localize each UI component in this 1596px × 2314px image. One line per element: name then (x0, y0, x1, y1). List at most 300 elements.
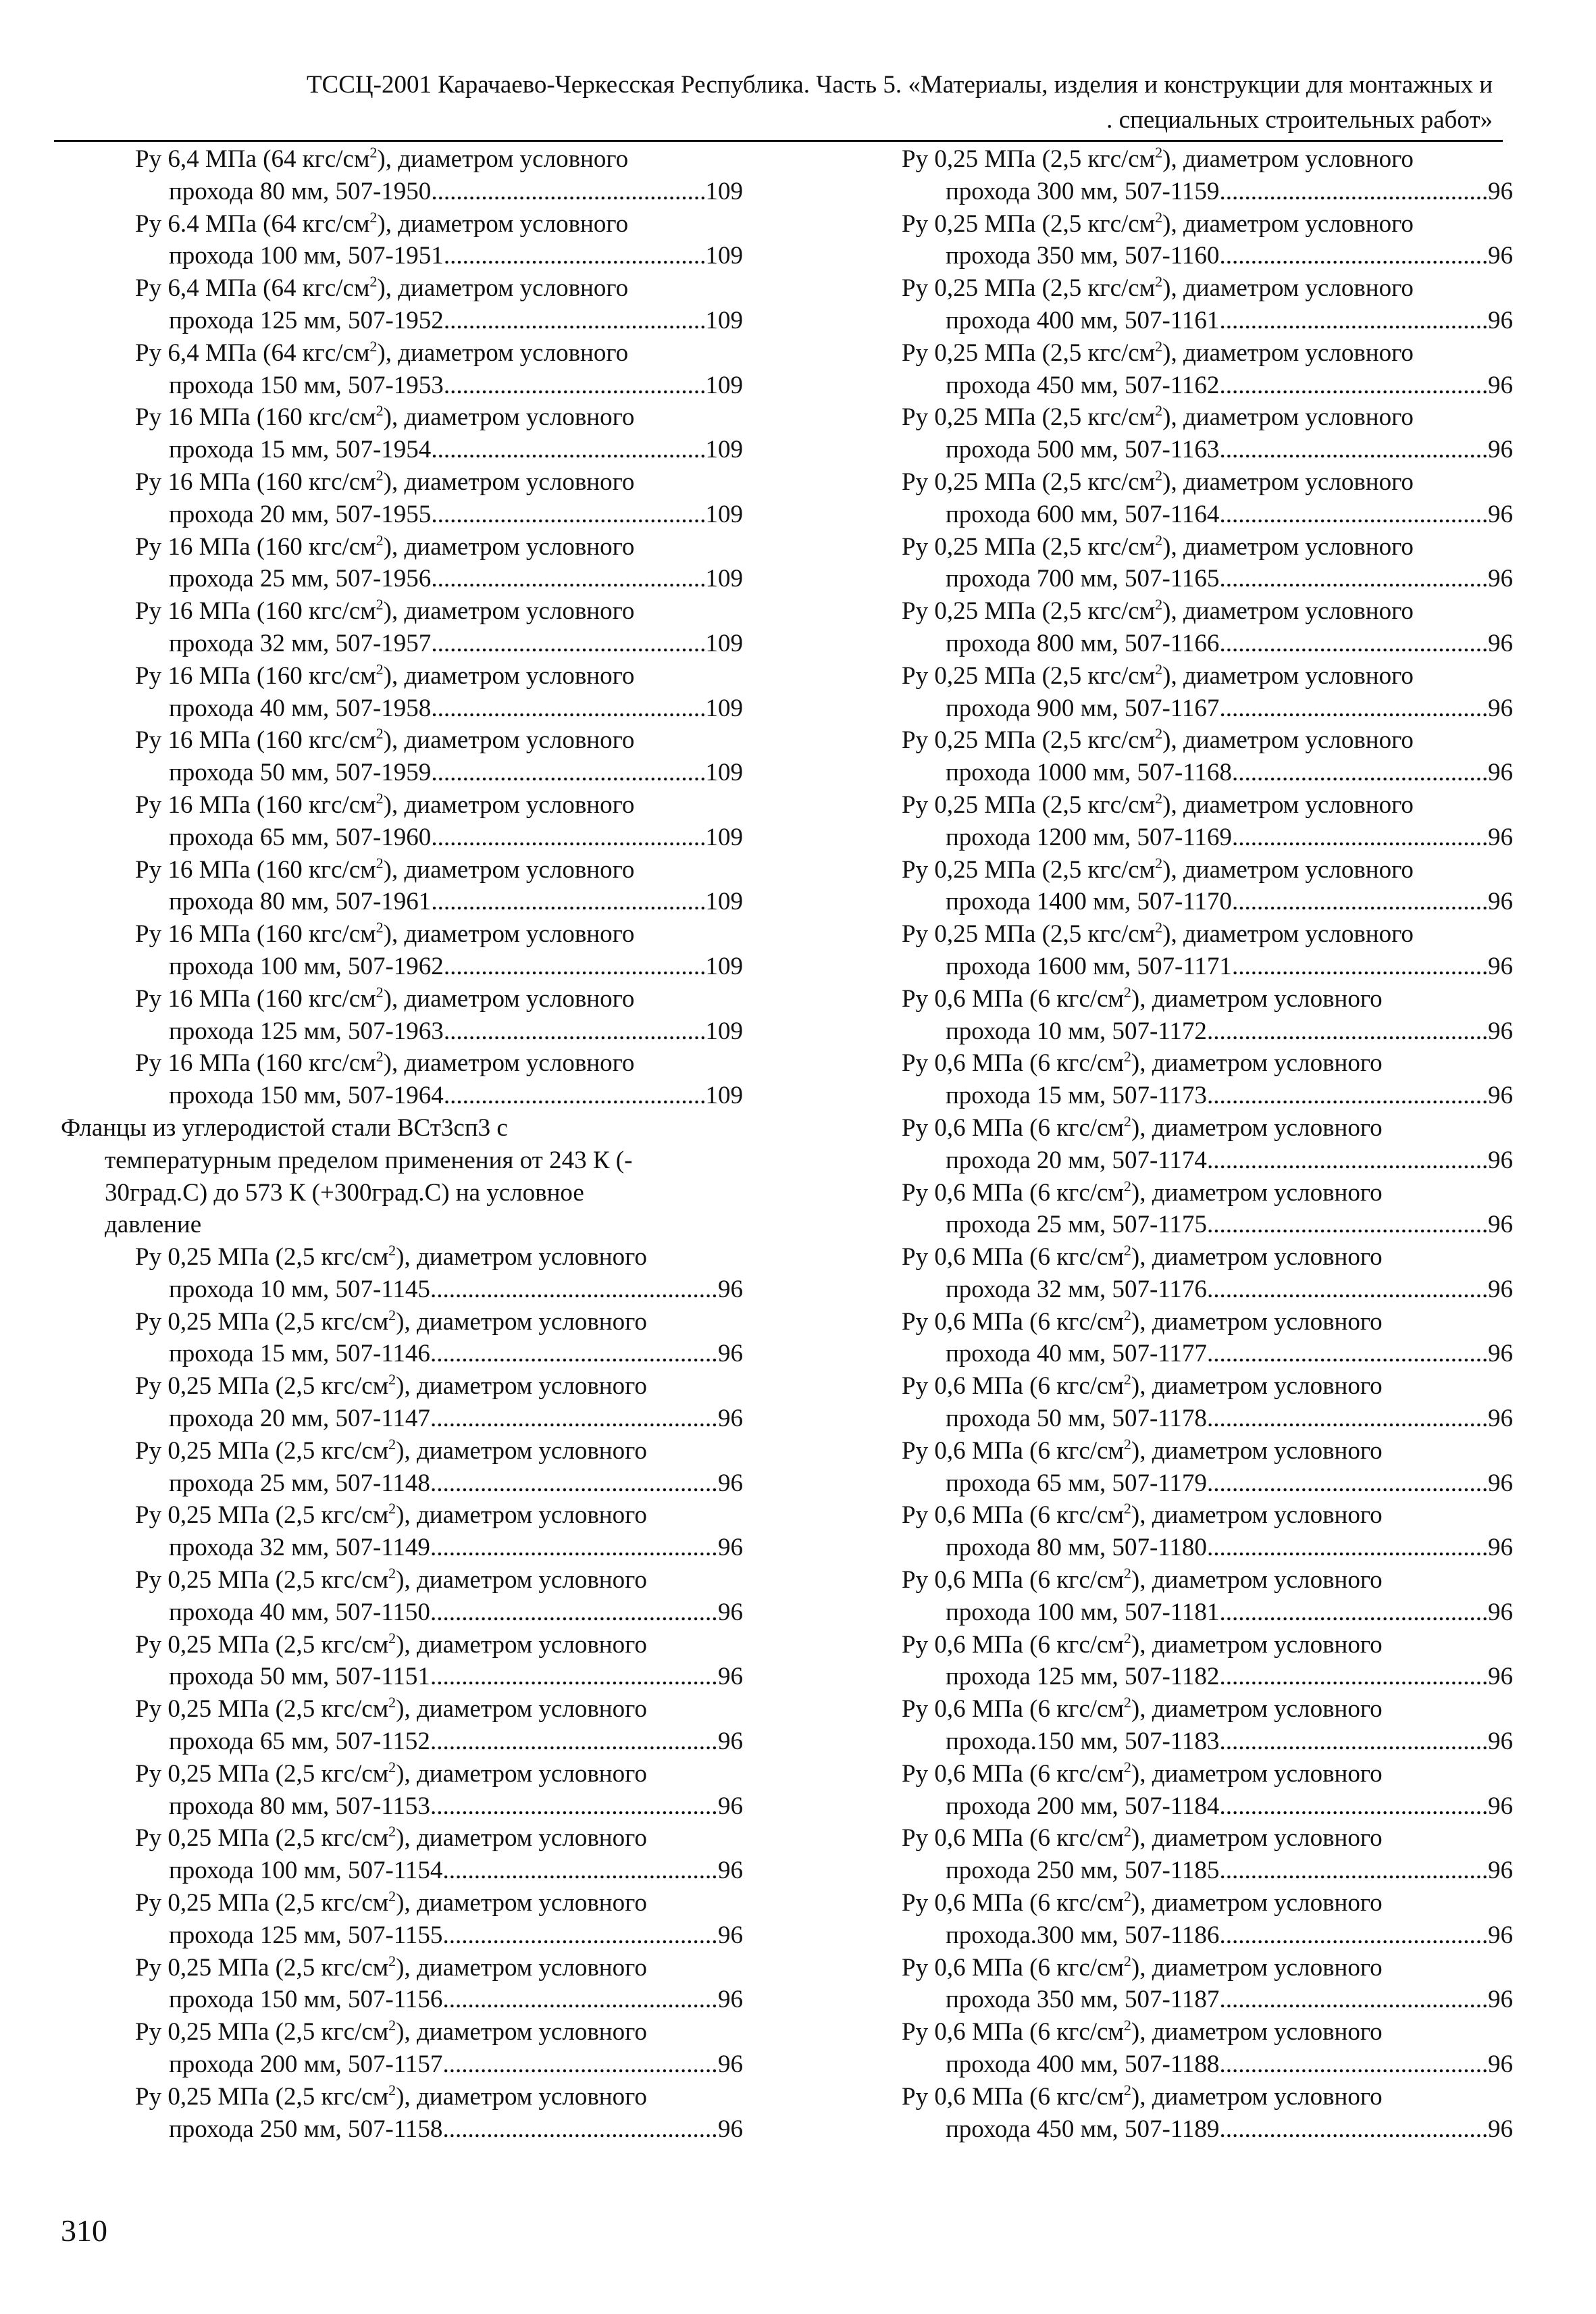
entry-code-line (902, 1919, 1513, 1952)
entry-code-line (61, 951, 743, 983)
index-entry (902, 854, 1513, 919)
dot-leader (1219, 1661, 1487, 1693)
entry-pressure-suffix: ), диаметром условного (1131, 2082, 1383, 2111)
index-entry (61, 143, 743, 208)
entry-pressure-suffix: ), диаметром условного (383, 661, 635, 690)
index-entry (61, 1887, 743, 1952)
index-entry (902, 1435, 1513, 1500)
entry-pressure-text: Ру 0,25 МПа (2,5 кгс/см (135, 1889, 389, 1917)
index-entry (902, 272, 1513, 337)
dot-leader (1219, 305, 1487, 337)
entry-page-ref: 96 (1488, 2051, 1513, 2079)
entry-superscript: 2 (1123, 2081, 1131, 2098)
entry-pressure-suffix: ), диаметром условного (1131, 1307, 1383, 1336)
entry-page-ref: 96 (1488, 1986, 1513, 2014)
entry-code: прохода 80 мм, 507-1153 (169, 1792, 430, 1820)
entry-pressure-text: Ру 0,25 МПа (2,5 кгс/см (902, 468, 1156, 496)
entry-superscript: 2 (388, 1629, 396, 1646)
entry-pressure-line (902, 983, 1513, 1015)
entry-page-ref: 96 (1488, 306, 1513, 334)
entry-pressure-text: Ру 0,25 МПа (2,5 кгс/см (902, 661, 1156, 690)
entry-code: прохода 1400 мм, 507-1170 (946, 888, 1232, 916)
index-entry (902, 789, 1513, 854)
entry-pressure-line (902, 531, 1513, 563)
entry-pressure-text: Ру 16 МПа (160 кгс/см (135, 597, 376, 626)
entry-superscript: 2 (388, 1694, 396, 1711)
entry-code: прохода 600 мм, 507-1164 (946, 500, 1220, 528)
entry-superscript: 2 (376, 854, 384, 872)
entry-pressure-text: Ру 0,25 МПа (2,5 кгс/см (135, 1307, 389, 1336)
entry-pressure-text: Ру 0,6 МПа (6 кгс/см (902, 1178, 1124, 1207)
entry-pressure-suffix: ), диаметром условного (396, 2018, 647, 2046)
entry-pressure-line (902, 1435, 1513, 1467)
index-entry (902, 1629, 1513, 1694)
entry-page-ref: 96 (718, 1340, 743, 1368)
entry-page-ref: 96 (718, 1792, 743, 1820)
entry-pressure-line (61, 854, 743, 886)
entry-page-ref: 96 (1488, 565, 1513, 593)
entry-pressure-line (902, 724, 1513, 757)
entry-page-ref: 96 (1488, 1082, 1513, 1110)
entry-page-ref: 96 (718, 2051, 743, 2079)
entry-page-ref: 96 (718, 1857, 743, 1885)
entry-superscript: 2 (376, 919, 384, 936)
index-entry (902, 466, 1513, 531)
entry-code-line (61, 693, 743, 725)
entry-code: прохода 200 мм, 507-1157 (169, 2051, 443, 2079)
entry-pressure-line (902, 272, 1513, 305)
index-entry (61, 337, 743, 402)
index-entry (61, 1370, 743, 1435)
entry-pressure-line (61, 1887, 743, 1919)
entry-code: прохода 80 мм, 507-1961 (169, 888, 432, 916)
entry-pressure-suffix: ), диаметром условного (383, 1049, 635, 1078)
index-entry (902, 531, 1513, 596)
entry-pressure-suffix: ), диаметром условного (1162, 790, 1414, 819)
entry-code-line (902, 1596, 1513, 1629)
dot-leader (1219, 2048, 1487, 2081)
entry-superscript: 2 (369, 144, 378, 161)
entry-code-line (902, 1467, 1513, 1500)
section-heading-line: 30град.С) до 573 К (+300град.С) на условное (105, 1178, 584, 1207)
entry-pressure-text: Ру 16 МПа (160 кгс/см (135, 790, 376, 819)
entry-pressure-line (61, 272, 743, 305)
entry-page-ref: 96 (1488, 823, 1513, 851)
index-entry (902, 1047, 1513, 1112)
index-entry (902, 1499, 1513, 1564)
entry-page-ref: 96 (1488, 1534, 1513, 1562)
entry-pressure-suffix: ), диаметром условного (1131, 1695, 1383, 1724)
entry-pressure-line (902, 401, 1513, 434)
dot-leader (430, 1726, 717, 1758)
dot-leader (444, 1015, 704, 1048)
entry-superscript: 2 (1123, 1888, 1131, 1905)
entry-page-ref: 96 (1488, 1017, 1513, 1045)
section-heading-line: температурным пределом применения от 243 К (- (105, 1146, 633, 1174)
entry-page-ref: 109 (705, 500, 743, 528)
index-entry (902, 660, 1513, 725)
entry-pressure-line (902, 208, 1513, 241)
index-entry (61, 983, 743, 1048)
dot-leader (430, 1403, 717, 1435)
entry-superscript: 2 (1123, 1112, 1131, 1130)
entry-code-line (902, 1661, 1513, 1693)
entry-code: прохода 350 мм, 507-1160 (946, 242, 1220, 270)
entry-pressure-suffix: ), диаметром условного (1162, 597, 1414, 626)
entry-superscript: 2 (1123, 1242, 1131, 1259)
entry-code: прохода 100 мм, 507-1181 (946, 1598, 1220, 1626)
dot-leader (1219, 1855, 1487, 1887)
entry-code: прохода 20 мм, 507-1955 (169, 500, 432, 528)
entry-pressure-suffix: ), диаметром условного (1162, 920, 1414, 949)
entry-page-ref: 96 (1488, 1146, 1513, 1174)
entry-code: прохода 1000 мм, 507-1168 (946, 759, 1232, 787)
index-entry (902, 1241, 1513, 1306)
entry-pressure-line (61, 2016, 743, 2048)
dot-leader (1232, 757, 1487, 789)
entry-pressure-suffix: ), диаметром условного (383, 855, 635, 884)
entry-pressure-text: Ру 16 МПа (160 кгс/см (135, 403, 376, 432)
entry-code: прохода 25 мм, 507-1956 (169, 565, 432, 593)
left-column (61, 143, 743, 2145)
dot-leader (1207, 1338, 1487, 1370)
entry-code: прохода 65 мм, 507-1179 (946, 1469, 1207, 1497)
index-entry (61, 208, 743, 273)
entry-pressure-text: Ру 0,25 МПа (2,5 кгс/см (135, 1566, 389, 1594)
right-column (902, 143, 1513, 2145)
entry-code-line (902, 2113, 1513, 2146)
entry-pressure-suffix: ), диаметром условного (396, 1566, 647, 1594)
index-entry (902, 1887, 1513, 1952)
entry-pressure-line (61, 1047, 743, 1080)
entry-pressure-text: Ру 0,6 МПа (6 кгс/см (902, 1759, 1124, 1788)
entry-code: прохода 10 мм, 507-1172 (946, 1017, 1207, 1045)
entry-pressure-line (902, 1887, 1513, 1919)
index-entry (61, 1822, 743, 1887)
dot-leader (1219, 370, 1487, 402)
dot-leader (430, 1596, 717, 1629)
index-entry (902, 1564, 1513, 1629)
entry-pressure-suffix: ), диаметром условного (396, 1243, 647, 1272)
dot-leader (431, 563, 704, 595)
entry-code-line (61, 499, 743, 531)
entry-superscript: 2 (1123, 2017, 1131, 2034)
entry-pressure-suffix: ), диаметром условного (1131, 1630, 1383, 1659)
entry-pressure-text: Ру 0,6 МПа (6 кгс/см (902, 2018, 1124, 2046)
entry-page-ref: 109 (705, 759, 743, 787)
entry-code-line (61, 1661, 743, 1693)
entry-page-ref: 96 (718, 2115, 743, 2143)
entry-page-ref: 109 (705, 306, 743, 334)
entry-code: прохода 50 мм, 507-1959 (169, 759, 432, 787)
dot-leader (431, 693, 704, 725)
entry-code: прохода 125 мм, 507-1155 (169, 1921, 443, 1949)
entry-page-ref: 109 (705, 694, 743, 722)
entry-pressure-line (902, 1370, 1513, 1403)
entry-pressure-text: Ру 16 МПа (160 кгс/см (135, 984, 376, 1013)
entry-superscript: 2 (388, 2081, 396, 2098)
entry-code: прохода 350 мм, 507-1187 (946, 1986, 1220, 2014)
entry-code: прохода 32 мм, 507-1957 (169, 629, 432, 657)
entry-code: прохода 25 мм, 507-1175 (946, 1211, 1207, 1239)
entry-superscript: 2 (1155, 660, 1163, 678)
entry-page-ref: 96 (1488, 1792, 1513, 1820)
entry-code: прохода 25 мм, 507-1148 (169, 1469, 430, 1497)
entry-code: прохода.300 мм, 507-1186 (946, 1921, 1220, 1949)
dot-leader (442, 1919, 717, 1952)
index-entry (61, 1564, 743, 1629)
entry-page-ref: 96 (1488, 242, 1513, 270)
entry-code-line (902, 951, 1513, 983)
dot-leader (1207, 1015, 1487, 1048)
entry-pressure-text: Ру 0,25 МПа (2,5 кгс/см (902, 532, 1156, 561)
entry-code-line (61, 563, 743, 595)
entry-code: прохода 80 мм, 507-1950 (169, 177, 432, 205)
index-entry (61, 724, 743, 789)
index-entry (902, 1693, 1513, 1758)
entry-code-line (61, 305, 743, 337)
entry-pressure-suffix: ), диаметром условного (1162, 403, 1414, 432)
entry-pressure-line (902, 143, 1513, 176)
entry-pressure-line (61, 724, 743, 757)
entry-code-line (902, 1790, 1513, 1823)
entry-pressure-line (61, 531, 743, 563)
entry-pressure-line (61, 1952, 743, 1984)
entry-page-ref: 109 (705, 565, 743, 593)
entry-superscript: 2 (388, 2017, 396, 2034)
entry-pressure-text: Ру 0,25 МПа (2,5 кгс/см (902, 274, 1156, 303)
entry-pressure-suffix: ), диаметром условного (1162, 209, 1414, 238)
entry-page-ref: 109 (705, 1017, 743, 1045)
entry-code-line (902, 563, 1513, 595)
entry-code-line (61, 1532, 743, 1564)
entry-code: прохода 100 мм, 507-1154 (169, 1857, 443, 1885)
entry-superscript: 2 (1155, 854, 1163, 872)
dot-leader (1232, 822, 1487, 854)
entry-pressure-text: Ру 0,6 МПа (6 кгс/см (902, 1566, 1124, 1594)
dot-leader (431, 176, 704, 208)
entry-code: прохода.150 мм, 507-1183 (946, 1728, 1220, 1756)
entry-page-ref: 96 (1488, 177, 1513, 205)
entry-pressure-line (61, 2081, 743, 2113)
dot-leader (1232, 886, 1487, 918)
index-entry (902, 1952, 1513, 2017)
index-entry (902, 1758, 1513, 1823)
dot-leader (444, 305, 704, 337)
entry-pressure-line (61, 1564, 743, 1596)
section-heading-line: давление (105, 1211, 202, 1239)
entry-pressure-suffix: ), диаметром условного (383, 468, 635, 496)
entry-code-line (61, 1596, 743, 1629)
entry-page-ref: 96 (1488, 436, 1513, 464)
entry-pressure-text: Ру 0,25 МПа (2,5 кгс/см (902, 790, 1156, 819)
entry-code: прохода 1200 мм, 507-1169 (946, 823, 1232, 851)
entry-code-line (61, 176, 743, 208)
dot-leader (430, 1661, 717, 1693)
entry-code-line (61, 1467, 743, 1500)
entry-code-line (902, 176, 1513, 208)
entry-page-ref: 96 (718, 1728, 743, 1756)
entry-pressure-line (61, 983, 743, 1015)
entry-page-ref: 96 (1488, 1728, 1513, 1756)
index-entry (61, 789, 743, 854)
entry-pressure-line (902, 1241, 1513, 1274)
entry-superscript: 2 (388, 1888, 396, 1905)
entry-pressure-line (902, 1499, 1513, 1532)
entry-pressure-text: Ру 0,25 МПа (2,5 кгс/см (135, 2082, 389, 2111)
entry-pressure-suffix: ), диаметром условного (1131, 1566, 1383, 1594)
entry-page-ref: 109 (705, 1082, 743, 1110)
entry-pressure-suffix: ), диаметром условного (377, 338, 629, 367)
entry-pressure-suffix: ), диаметром условного (1162, 661, 1414, 690)
index-entry (61, 2081, 743, 2146)
entry-pressure-line (902, 660, 1513, 693)
dot-leader (442, 2048, 717, 2081)
entry-code: прохода 15 мм, 507-1173 (946, 1082, 1207, 1110)
entry-page-ref: 109 (705, 436, 743, 464)
entry-code-line (902, 693, 1513, 725)
dot-leader (430, 1790, 717, 1823)
dot-leader (1219, 499, 1487, 531)
entry-superscript: 2 (1123, 1177, 1131, 1194)
entry-code: прохода 450 мм, 507-1162 (946, 371, 1220, 399)
entry-superscript: 2 (376, 531, 384, 549)
entry-superscript: 2 (1155, 273, 1163, 291)
entry-code-line (61, 1080, 743, 1112)
entry-code-line (61, 370, 743, 402)
entry-page-ref: 96 (718, 1921, 743, 1949)
entry-pressure-line (902, 337, 1513, 370)
entry-pressure-line (61, 660, 743, 693)
entry-pressure-text: Ру 0,25 МПа (2,5 кгс/см (902, 209, 1156, 238)
entry-code: прохода 450 мм, 507-1189 (946, 2115, 1220, 2143)
entry-superscript: 2 (1155, 789, 1163, 807)
index-entry (61, 595, 743, 660)
entry-superscript: 2 (369, 273, 378, 291)
dot-leader (1219, 1790, 1487, 1823)
entry-page-ref: 96 (1488, 1275, 1513, 1303)
dot-leader (431, 757, 704, 789)
entry-superscript: 2 (388, 1758, 396, 1776)
entry-pressure-text: Ру 0,6 МПа (6 кгс/см (902, 1049, 1124, 1078)
dot-leader (1219, 176, 1487, 208)
entry-superscript: 2 (1155, 531, 1163, 549)
index-entry (61, 1952, 743, 2017)
entry-superscript: 2 (1123, 983, 1131, 1001)
entry-code: прохода 100 мм, 507-1962 (169, 952, 444, 980)
entry-pressure-text: Ру 0,25 МПа (2,5 кгс/см (902, 855, 1156, 884)
entry-pressure-suffix: ), диаметром условного (383, 597, 635, 626)
index-entry (61, 1241, 743, 1306)
entry-page-ref: 109 (705, 177, 743, 205)
entry-superscript: 2 (1123, 1629, 1131, 1646)
dot-leader (430, 1274, 717, 1306)
entry-page-ref: 96 (1488, 1469, 1513, 1497)
entry-pressure-line (902, 789, 1513, 822)
index-entry (902, 208, 1513, 273)
entry-pressure-suffix: ), диаметром условного (1162, 855, 1414, 884)
dot-leader (1207, 1209, 1487, 1241)
index-entry (61, 2016, 743, 2081)
page-number: 310 (61, 2213, 107, 2248)
entry-code: прохода 125 мм, 507-1952 (169, 306, 444, 334)
entry-pressure-text: Ру 16 МПа (160 кгс/см (135, 532, 376, 561)
entry-code-line (61, 1274, 743, 1306)
index-entry (902, 401, 1513, 466)
entry-superscript: 2 (1123, 1048, 1131, 1065)
dot-leader (444, 370, 704, 402)
entry-code-line (902, 1403, 1513, 1435)
entry-superscript: 2 (376, 660, 384, 678)
entry-code-line (902, 1855, 1513, 1887)
index-entry (61, 1306, 743, 1371)
entry-pressure-text: Ру 0,25 МПа (2,5 кгс/см (902, 920, 1156, 949)
entry-pressure-text: Ру 16 МПа (160 кгс/см (135, 855, 376, 884)
dot-leader (1232, 951, 1487, 983)
entry-pressure-line (902, 1047, 1513, 1080)
entry-superscript: 2 (1123, 1500, 1131, 1517)
entry-code-line (61, 757, 743, 789)
entry-pressure-suffix: ), диаметром условного (377, 209, 629, 238)
entry-superscript: 2 (369, 208, 378, 226)
entry-pressure-line (902, 854, 1513, 886)
entry-code-line (902, 240, 1513, 272)
entry-pressure-text: Ру 0,6 МПа (6 кгс/см (902, 2082, 1124, 2111)
entry-pressure-line (61, 208, 743, 241)
entry-page-ref: 96 (1488, 371, 1513, 399)
entry-pressure-line (61, 1758, 743, 1790)
header-rule (54, 140, 1503, 142)
entry-pressure-text: Ру 0,25 МПа (2,5 кгс/см (135, 1436, 389, 1465)
entry-page-ref: 96 (1488, 952, 1513, 980)
entry-code-line (902, 628, 1513, 660)
entry-superscript: 2 (1123, 1435, 1131, 1453)
index-entry (902, 983, 1513, 1048)
entry-code: прохода 15 мм, 507-1954 (169, 436, 432, 464)
entry-pressure-text: Ру 0,6 МПа (6 кгс/см (902, 1307, 1124, 1336)
entry-pressure-text: Ру 0,25 МПа (2,5 кгс/см (135, 1630, 389, 1659)
entry-code-line (902, 1209, 1513, 1241)
entry-pressure-text: Ру 0,6 МПа (6 кгс/см (902, 1501, 1124, 1530)
index-entry (61, 854, 743, 919)
index-entry (902, 1177, 1513, 1242)
entries-group-b (61, 1241, 743, 2145)
entry-code: прохода 15 мм, 507-1146 (169, 1340, 430, 1368)
entry-superscript: 2 (376, 1048, 384, 1065)
entry-pressure-line (61, 143, 743, 176)
index-entry (902, 2016, 1513, 2081)
entry-pressure-text: Ру 16 МПа (160 кгс/см (135, 920, 376, 949)
entry-pressure-line (61, 1693, 743, 1726)
entry-page-ref: 96 (1488, 629, 1513, 657)
dot-leader (431, 434, 704, 466)
entry-pressure-text: Ру 16 МПа (160 кгс/см (135, 1049, 376, 1078)
entry-superscript: 2 (1123, 1952, 1131, 1969)
entry-pressure-text: Ру 0,25 МПа (2,5 кгс/см (135, 1953, 389, 1982)
index-entry (61, 1047, 743, 1112)
entry-code-line (61, 2048, 743, 2081)
entry-superscript: 2 (1123, 1823, 1131, 1840)
entry-superscript: 2 (1123, 1371, 1131, 1388)
entry-superscript: 2 (369, 337, 378, 355)
entry-pressure-text: Ру 0,6 МПа (6 кгс/см (902, 1889, 1124, 1917)
index-entry (61, 466, 743, 531)
entry-code-line (902, 2048, 1513, 2081)
entry-code: прохода 40 мм, 507-1958 (169, 694, 432, 722)
entry-pressure-line (902, 2016, 1513, 2048)
entry-page-ref: 109 (705, 629, 743, 657)
entry-code-line (61, 886, 743, 918)
